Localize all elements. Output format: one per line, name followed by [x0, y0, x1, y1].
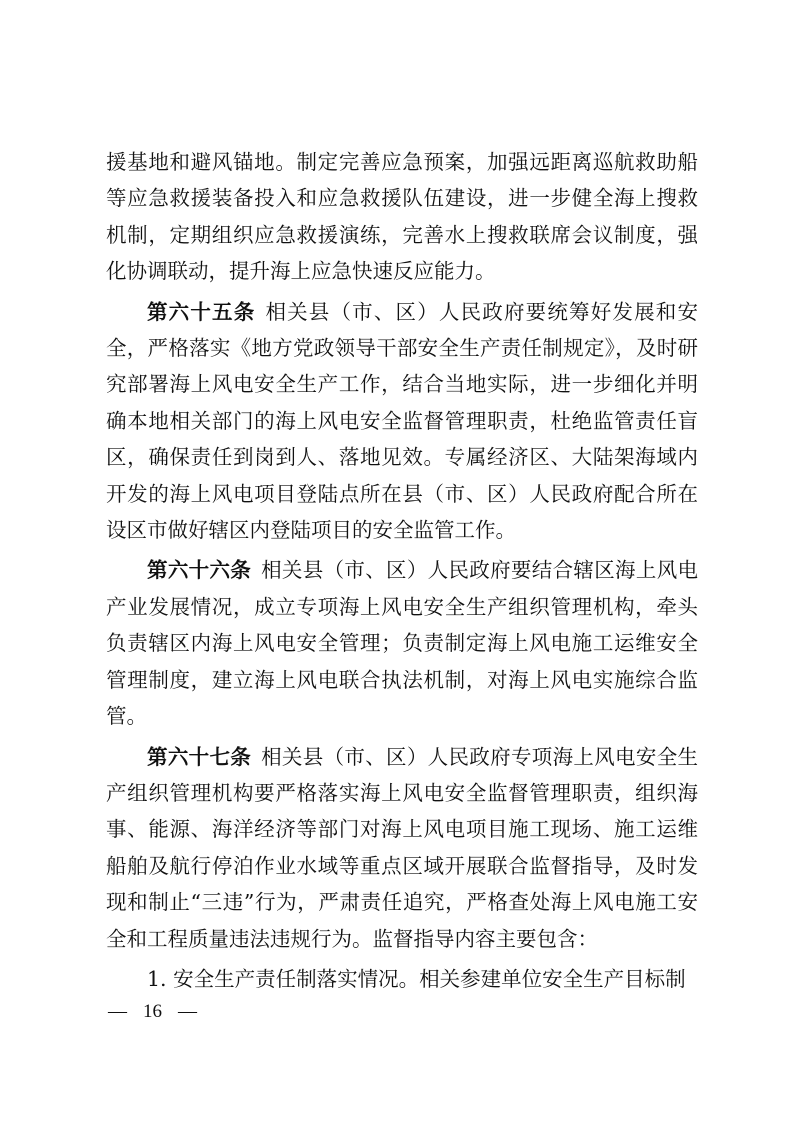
article-text: 相关县（市、区）人民政府要统筹好发展和安全，严格落实《地方党政领导干部安全生产责任制规定》，及时研究部署海上风电安全生产工作，结合当地实际，进一步细化并明确本地相关部门的海上风电安全监督管理职责，杜绝监管责任盲区，确保责任到岗到人、落地见效。专属经济区、大陆架海域内开发的海上风电项目登陆点所在县（市、区）人民政府配合所在设区市做好辖区内登陆项目的安全监管工作。: [106, 299, 698, 543]
article-66: [106, 552, 698, 734]
page-footer: [108, 1000, 197, 1024]
footer-dash-left: —: [108, 1001, 127, 1022]
article-65: [106, 294, 698, 549]
article-text: 相关县（市、区）人民政府专项海上风电安全生产组织管理机构要严格落实海上风电安全监督管理职责，组织海事、能源、海洋经济等部门对海上风电项目施工现场、施工运维船舶及航行停泊作业水域等重点区域开展联合监督指导，及时发现和制止“三违”行为，严肃责任追究，严格查处海上风电施工安全和工程质量违法违规行为。监督指导内容主要包含：: [106, 744, 699, 951]
page-number: 16: [143, 1001, 162, 1022]
document-body: [106, 144, 698, 997]
article-number: 第六十六条: [147, 558, 252, 583]
article-number: 第六十五条: [147, 299, 256, 324]
paragraph-intro: 援基地和避风锚地。制定完善应急预案，加强远距离巡航救助船等应急救援装备投入和应急救援队伍建设，进一步健全海上搜救机制，定期组织应急救援演练，完善水上搜救联席会议制度，强化协调联动，提升海上应急快速反应能力。: [106, 150, 698, 284]
list-item-1: 1. 安全生产责任制落实情况。相关参建单位安全生产目标制: [147, 966, 686, 991]
article-67: [106, 739, 698, 957]
article-number: 第六十七条: [147, 744, 252, 769]
article-text: 相关县（市、区）人民政府要结合辖区海上风电产业发展情况，成立专项海上风电安全生产组织管理机构，牵头负责辖区内海上风电安全管理；负责制定海上风电施工运维安全管理制度，建立海上风电联合执法机制，对海上风电实施综合监管。: [106, 558, 699, 729]
footer-dash-right: —: [178, 1001, 197, 1022]
